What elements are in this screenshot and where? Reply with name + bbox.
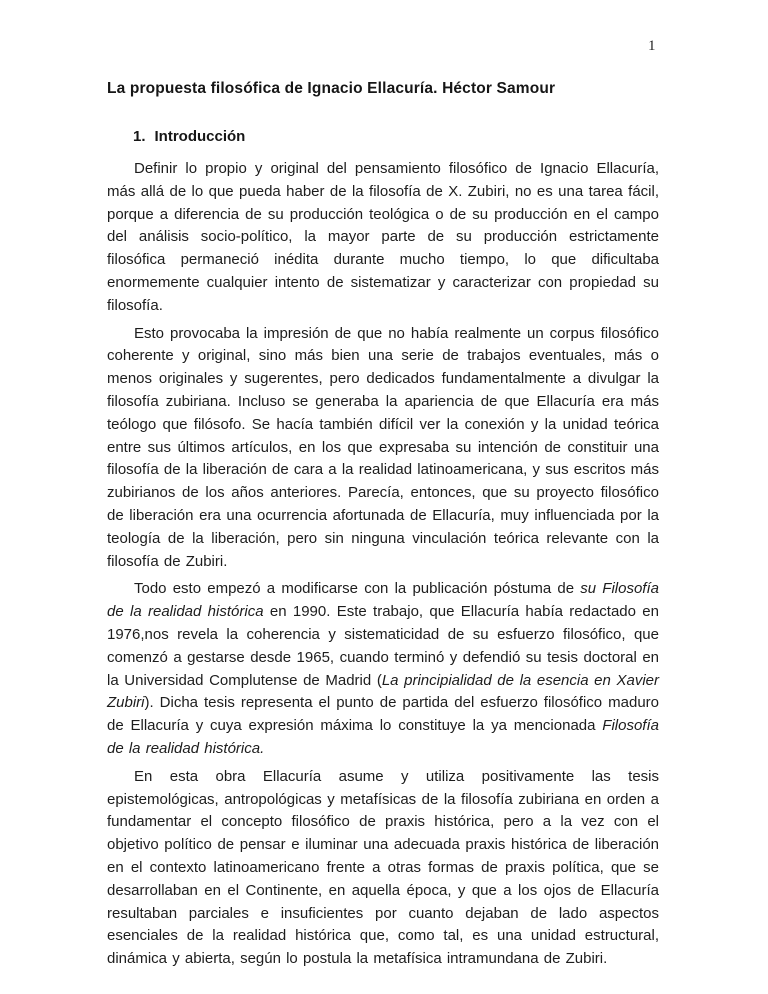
page-number: 1 xyxy=(648,38,656,54)
text-run: Filosofía de la realidad histórica. xyxy=(107,717,659,757)
text-run: en 1990. Este trabajo, que Ellacuría había redactado en 1976,nos revela la coherencia y sistematicidad de su esfuerzo filosófico, que comenzó a gestarse desde 1965, cuando terminó y defendió su tesis doctoral en la Universidad Complutense de Madrid ( xyxy=(107,603,659,689)
text-run: La principialidad de la esencia en Xavier Zubiri xyxy=(107,671,659,712)
section-number: 1. xyxy=(133,128,146,145)
paragraphs xyxy=(107,158,659,971)
text-run: En esta obra Ellacuría asume y utiliza positivamente las tesis epistemológicas, antropológicas y metafísicas de la filosofía zubiriana en orden a fundamentar el concepto filosófico de praxis histórica, pero a la vez con el objetivo político de pensar e iluminar una adecuada praxis histórica de liberación en el contexto latinoamericano frente a otras formas de praxis política, que se desarrollaban en el Continente, en aquella época, y que a los ojos de Ellacuría resultaban parciales e insuficientes por cuanto dejaban de lado aspectos esenciales de la realidad histórica que, como tal, es una unidad estructural, dinámica y abierta, según lo postula la metafísica intramundana de Zubiri. xyxy=(107,767,659,968)
paragraph xyxy=(107,158,659,318)
section-heading xyxy=(133,128,659,145)
paragraph xyxy=(107,766,659,971)
text-run: su Filosofía de la realidad histórica xyxy=(107,580,659,621)
text-run: Esto provocaba la impresión de que no había realmente un corpus filosófico coherente y original, sino más bien una serie de trabajos eventuales, más o menos originales y sugerentes, pero dedicados fundamentalmente a divulgar la filosofía zubiriana. Incluso se generaba la apariencia de que Ellacuría era más teólogo que filósofo. Se hacía también difícil ver la conexión y la unidad teórica entre sus últimos artículos, en los que expresaba su intención de constituir una filosofía de la liberación de cara a la realidad latinoamericana, y sus escritos más zubirianos de los años anteriores. Parecía, entonces, que su proyecto filosófico de liberación era una ocurrencia afortunada de Ellacuría, muy influenciada por la teología de la liberación, pero sin ninguna vinculación teórica relevante con la filosofía de Zubiri. xyxy=(107,324,659,570)
paragraph xyxy=(107,323,659,574)
text-run: Definir lo propio y original del pensamiento filosófico de Ignacio Ellacuría, más allá de lo que pueda haber de la filosofía de X. Zubiri, no es una tarea fácil, porque a diferencia de su producción teológica o de su producción en el campo del análisis socio-político, la mayor parte de su producción estrictamente filosófica permaneció inédita durante mucho tiempo, lo que dificultaba enormemente cualquier intento de sistematizar y caracterizar con propiedad su filosofía. xyxy=(107,160,659,314)
text-run: ). Dicha tesis representa el punto de partida del esfuerzo filosófico maduro de Ellacuría y cuya expresión máxima lo constituye la ya mencionada xyxy=(107,694,659,735)
paragraph xyxy=(107,578,659,760)
document-title: La propuesta filosófica de Ignacio Ellacuría. Héctor Samour xyxy=(107,80,556,97)
section-label: Introducción xyxy=(154,128,246,145)
text-run: Todo esto empezó a modificarse con la publicación póstuma de xyxy=(134,580,581,598)
